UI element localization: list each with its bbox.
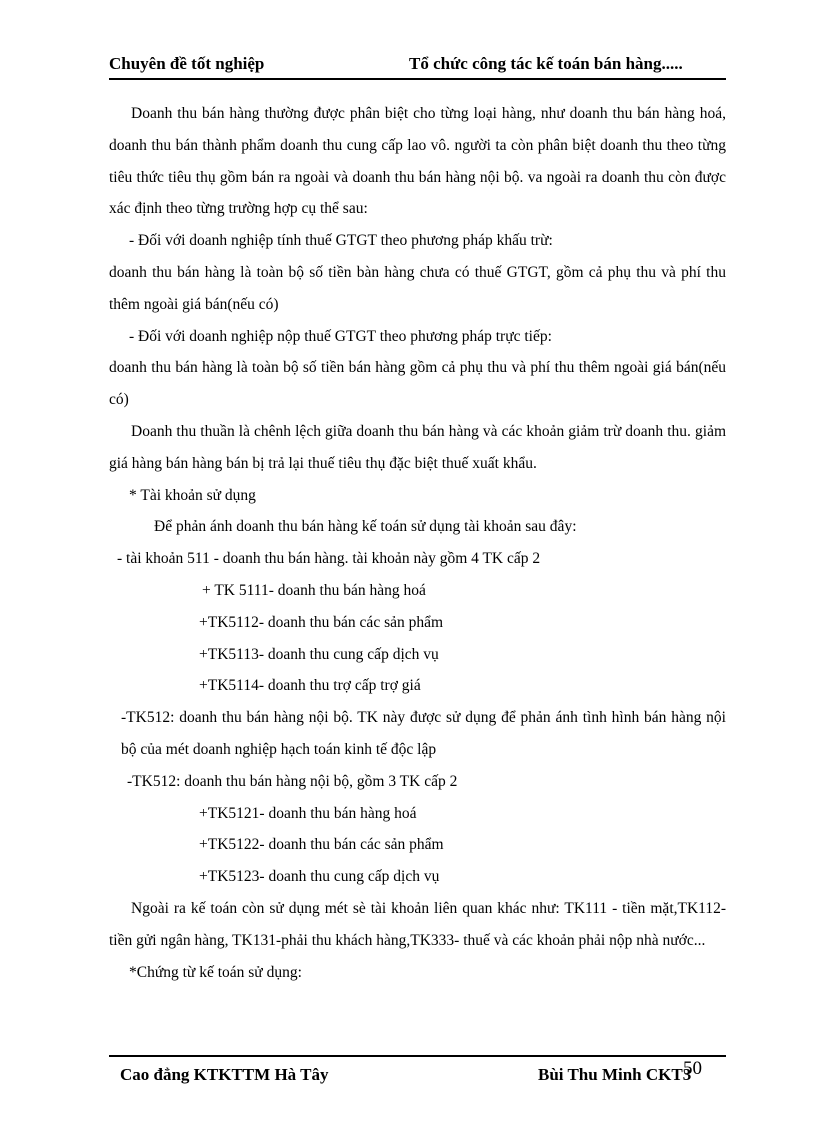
list-item-5121: +TK5121- doanh thu bán hàng hoá	[199, 804, 417, 822]
paragraph-account-512-desc: -TK512: doanh thu bán hàng nội bộ. TK này được sử dụng để phản ánh tình hình bán hàng nội bộ của mét doanh nghiệp hạch toán kinh tế độc lập	[121, 709, 726, 758]
paragraph-direct-revenue: doanh thu bán hàng là toàn bộ số tiền bán hàng gồm cả phụ thu và phí thu thêm ngoài giá bán(nếu có)	[109, 359, 726, 409]
list-item-5111: + TK 5111- doanh thu bán hàng hoá	[202, 581, 426, 599]
paragraph-related-accounts: Ngoài ra kế toán còn sử dụng mét sè tài khoản liên quan khác như: TK111 - tiền mặt,TK112- tiền gửi ngân hàng, TK131-phải thu khách hàng,TK333- thuế và các khoản phải nộp nhà nước...	[109, 899, 726, 949]
list-item-5112: +TK5112- doanh thu bán các sản phẩm	[199, 613, 444, 631]
list-item-5122: +TK5122- doanh thu bán các sản phẩm	[199, 836, 444, 854]
paragraph-account-512-sub: -TK512: doanh thu bán hàng nội bộ, gồm 3 TK cấp 2	[127, 772, 458, 790]
paragraph-account-511: - tài khoản 511 - doanh thu bán hàng. tài khoản này gồm 4 TK cấp 2	[117, 550, 541, 568]
paragraph-revenue-types: Doanh thu bán hàng thường được phân biệt cho từng loại hàng, như doanh thu bán hàng hoá, doanh thu bán thành phẩm doanh thu cung cấp lao vô. người ta còn phân biệt doanh thu theo từng tiêu thức tiêu thụ gồm bán ra ngoài và doanh thu bán hàng nội bộ. va ngoài ra doanh thu còn được xác định theo từng trường hợp cụ thể sau:	[109, 105, 726, 218]
paragraph-accounts-intro: Để phản ánh doanh thu bán hàng kế toán sử dụng tài khoản sau đây:	[154, 518, 577, 536]
footer-author: Bùi Thu Minh CKT3	[538, 1065, 692, 1084]
list-item-5113: +TK5113- doanh thu cung cấp dịch vụ	[199, 645, 439, 663]
paragraph-vouchers-heading: *Chứng từ kế toán sử dụng:	[129, 963, 302, 981]
header-left-title: Chuyên đề tốt nghiệp	[109, 54, 265, 73]
paragraph-accounts-heading: * Tài khoản sử dụng	[129, 486, 256, 504]
list-item-5114: +TK5114- doanh thu trợ cấp trợ giá	[199, 677, 421, 695]
page-number: 50	[683, 1058, 702, 1079]
paragraph-deduction-revenue: doanh thu bán hàng là toàn bộ số tiền bàn hàng chưa có thuế GTGT, gồm cả phụ thu và phí thu thêm ngoài giá bán(nếu có)	[109, 263, 726, 313]
page-header	[109, 54, 726, 80]
header-right-title: Tổ chức công tác kế toán bán hàng.....	[409, 54, 683, 73]
paragraph-deduction-method: - Đối với doanh nghiệp tính thuế GTGT theo phương pháp khấu trừ:	[129, 232, 553, 250]
footer-divider	[109, 1055, 726, 1057]
document-body	[109, 98, 726, 988]
footer-school: Cao đẳng KTKTTM Hà Tây	[120, 1065, 329, 1084]
paragraph-direct-method: - Đối với doanh nghiệp nộp thuế GTGT theo phương pháp trực tiếp:	[129, 327, 552, 345]
paragraph-net-revenue: Doanh thu thuần là chênh lệch giữa doanh thu bán hàng và các khoản giảm trừ doanh thu. giảm giá hàng bán hàng bán bị trả lại thuế tiêu thụ đặc biệt thuế xuất khẩu.	[109, 422, 726, 472]
list-item-5123: +TK5123- doanh thu cung cấp dịch vụ	[199, 868, 440, 886]
